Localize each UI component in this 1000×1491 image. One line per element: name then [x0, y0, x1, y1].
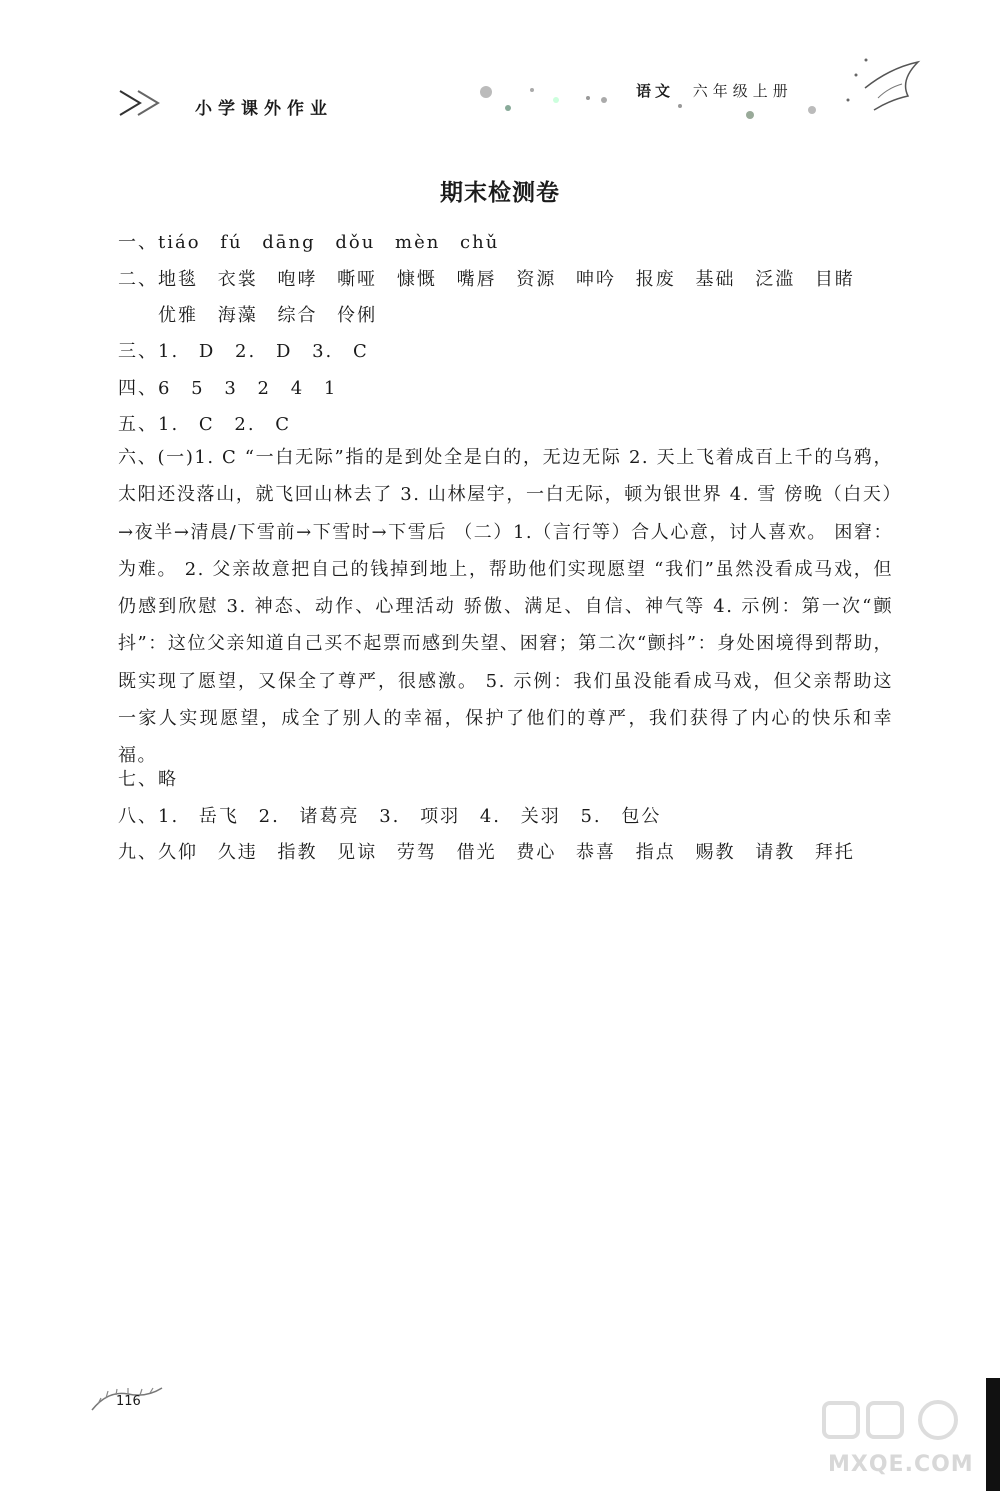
answer-q9: 九、久仰 久违 指教 见谅 劳驾 借光 费心 恭喜 指点 赐教 请教 拜托 — [118, 842, 855, 863]
answer-q3: 三、1. D 2. D 3. C — [118, 341, 369, 362]
answer-q2-line1: 二、地毯 衣裳 咆哮 嘶哑 慷慨 嘴唇 资源 呻吟 报废 基础 泛滥 目睹 — [118, 269, 855, 290]
book-series-title: 小学课外作业 — [195, 99, 333, 119]
header-grade: 六年级上册 — [692, 82, 793, 100]
watermark-logo-icon — [820, 1395, 980, 1459]
header-chevrons-icon — [118, 88, 166, 122]
answer-q8: 八、1. 岳飞 2. 诸葛亮 3. 项羽 4. 关羽 5. 包公 — [118, 806, 662, 827]
answer-q2-line2: 优雅 海藻 综合 伶俐 — [158, 305, 378, 326]
header-subject: 语文 — [636, 82, 675, 100]
watermark-text: MXQE.COM — [828, 1452, 974, 1477]
answer-q6: 六、(一)1. C “一白无际”指的是到处全是白的，无边无际 2. 天上飞着成百上千的乌鸦，太阳还没落山，就飞回山林去了 3. 山林屋宇，一白无际，顿为银世界 4. 雪 傍晚（白天）→夜半→清晨/下雪前→下雪时→下雪后 （二）1.（言行等）合人心意，讨人喜欢。 困窘：为难。 2. 父亲故意把自己的钱掉到地上，帮助他们实现愿望 “我们”虽然没看成马戏，但仍感到欣慰 3. 神态、动作、心理活动 骄傲、满足、自信、神气等 4. 示例：第一次“颤抖”：这位父亲知道自己买不起票而感到失望、困窘；第二次“颤抖”：身处困境得到帮助，既实现了愿望，又保全了尊严，很感激。 5. 示例：我们虽没能看成马戏，但父亲帮助这一家人实现愿望，成全了别人的幸福，保护了他们的尊严，我们获得了内心的快乐和幸福。 — [118, 447, 893, 767]
answer-q4: 四、6 5 3 2 4 1 — [118, 378, 338, 399]
answer-q1: 一、tiáo fú dāng dǒu mèn chǔ — [118, 232, 500, 253]
page-edge-bar — [986, 1378, 1000, 1491]
answer-q5: 五、1. C 2. C — [118, 414, 292, 435]
page-number: 116 — [116, 1394, 141, 1409]
header-subject-grade — [636, 80, 793, 101]
page-title: 期末检测卷 — [440, 180, 560, 206]
answer-q7: 七、略 — [118, 769, 178, 790]
